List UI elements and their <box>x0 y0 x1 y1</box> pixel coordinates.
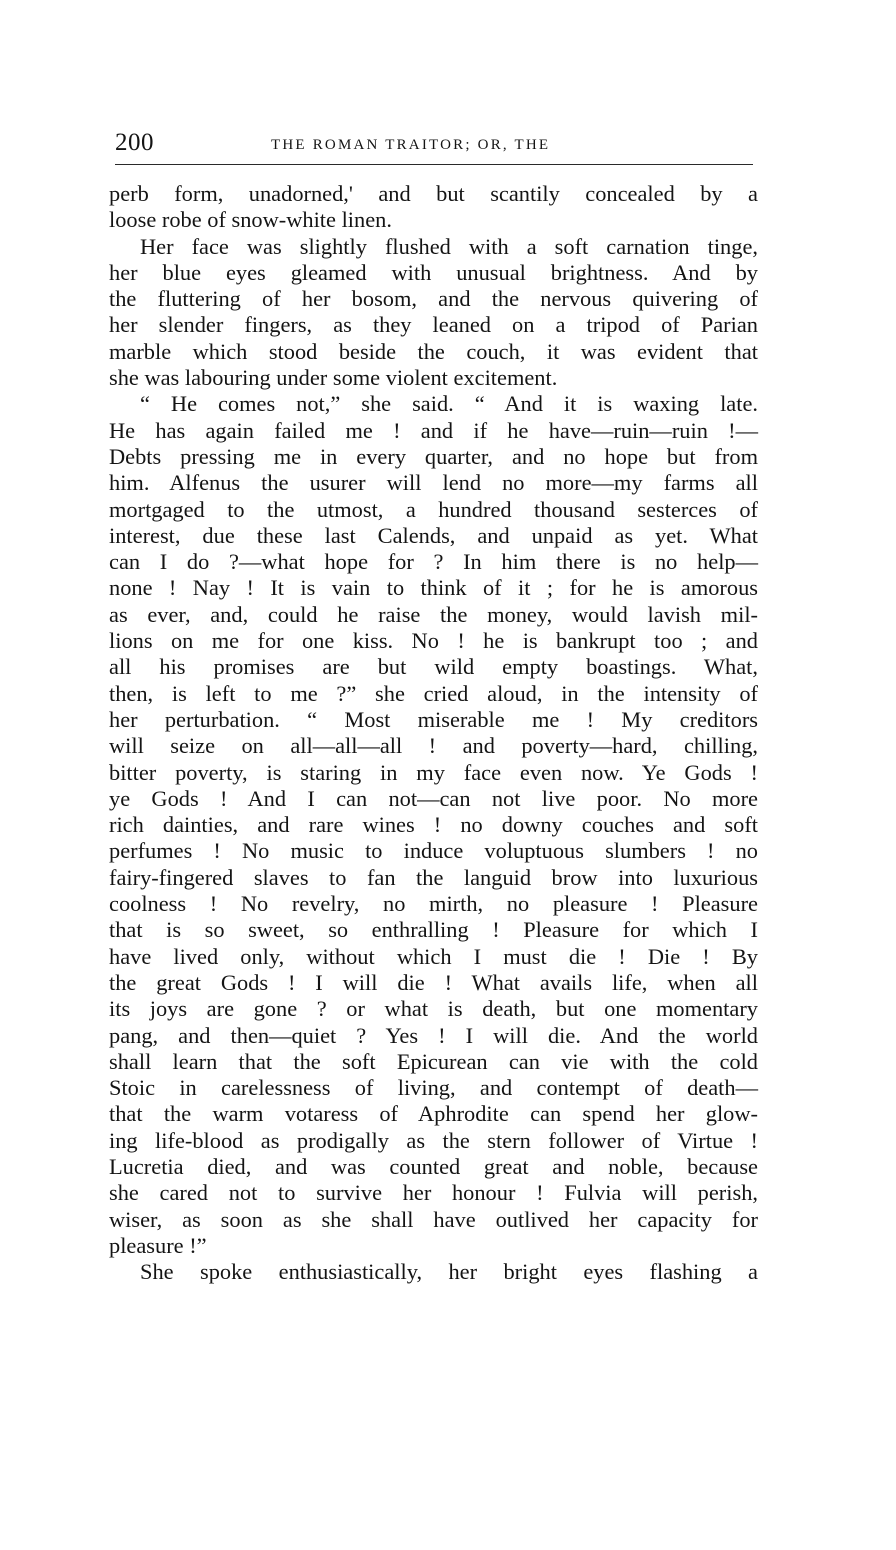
text-line: ing life-blood as prodigally as the stern follower of Virtue ! <box>109 1127 758 1153</box>
text-line: mortgaged to the utmost, a hundred thousand sesterces of <box>109 496 758 522</box>
text-line: rich dainties, and rare wines ! no downy couches and soft <box>109 812 758 838</box>
text-line: her blue eyes gleamed with unusual brightness. And by <box>109 259 758 285</box>
text-line: pang, and then—quiet ? Yes ! I will die. And the world <box>109 1022 758 1048</box>
text-line: pleasure !” <box>109 1232 207 1258</box>
text-line: He has again failed me ! and if he have—ruin—ruin !— <box>109 417 758 443</box>
text-line: the great Gods ! I will die ! What avails life, when all <box>109 969 758 995</box>
page-number: 200 <box>115 129 154 156</box>
text-line: her perturbation. “ Most miserable me ! My creditors <box>109 706 758 732</box>
text-line: can I do ?—what hope for ? In him there is no help— <box>109 549 758 575</box>
text-line: shall learn that the soft Epicurean can vie with the cold <box>109 1048 758 1074</box>
page-header <box>113 122 755 162</box>
text-line: loose robe of snow-white linen. <box>109 207 392 233</box>
text-line: perb form, unadorned,' and but scantily concealed by a <box>109 181 758 206</box>
running-title: THE ROMAN TRAITOR; OR, THE <box>271 137 551 153</box>
text-line: that is so sweet, so enthralling ! Pleasure for which I <box>109 917 758 943</box>
text-line: that the warm votaress of Aphrodite can spend her glow- <box>109 1101 758 1127</box>
text-line: marble which stood beside the couch, it was evident that <box>109 338 758 364</box>
text-line: as ever, and, could he raise the money, would lavish mil- <box>109 601 758 627</box>
text-line: Stoic in carelessness of living, and contempt of death— <box>109 1075 758 1101</box>
text-line: fairy-fingered slaves to fan the languid brow into luxurious <box>109 864 758 890</box>
text-line: all his promises are but wild empty boastings. What, <box>109 654 758 680</box>
text-line: him. Alfenus the usurer will lend no more—my farms all <box>109 470 758 496</box>
text-line: She spoke enthusiastically, her bright eyes flashing a <box>140 1259 758 1285</box>
text-line: perfumes ! No music to induce voluptuous slumbers ! no <box>109 838 758 864</box>
text-line: Lucretia died, and was counted great and noble, because <box>109 1153 758 1179</box>
text-line: Debts pressing me in every quarter, and no hope but from <box>109 443 758 469</box>
text-line: bitter poverty, is staring in my face even now. Ye Gods ! <box>109 759 758 785</box>
text-line: “ He comes not,” she said. “ And it is waxing late. <box>140 391 758 417</box>
text-line: interest, due these last Calends, and unpaid as yet. What <box>109 522 758 548</box>
text-line: will seize on all—all—all ! and poverty—hard, chilling, <box>109 733 758 759</box>
text-line: coolness ! No revelry, no mirth, no pleasure ! Pleasure <box>109 891 758 917</box>
text-line: she was labouring under some violent excitement. <box>109 365 558 391</box>
header-rule <box>115 164 753 165</box>
text-line: wiser, as soon as she shall have outlived her capacity for <box>109 1206 758 1232</box>
text-line: she cared not to survive her honour ! Fulvia will perish, <box>109 1180 758 1206</box>
text-line: Her face was slightly flushed with a soft carnation tinge, <box>140 233 758 259</box>
text-line: its joys are gone ? or what is death, but one momentary <box>109 996 758 1022</box>
body-text <box>109 181 758 1285</box>
text-line: the fluttering of her bosom, and the nervous quivering of <box>109 286 758 312</box>
text-line: ye Gods ! And I can not—can not live poor. No more <box>109 785 758 811</box>
text-line: her slender fingers, as they leaned on a tripod of Parian <box>109 312 758 338</box>
text-line: have lived only, without which I must die ! Die ! By <box>109 943 758 969</box>
text-line: none ! Nay ! It is vain to think of it ; for he is amorous <box>109 575 758 601</box>
text-line: lions on me for one kiss. No ! he is bankrupt too ; and <box>109 628 758 654</box>
text-line: then, is left to me ?” she cried aloud, in the intensity of <box>109 680 758 706</box>
